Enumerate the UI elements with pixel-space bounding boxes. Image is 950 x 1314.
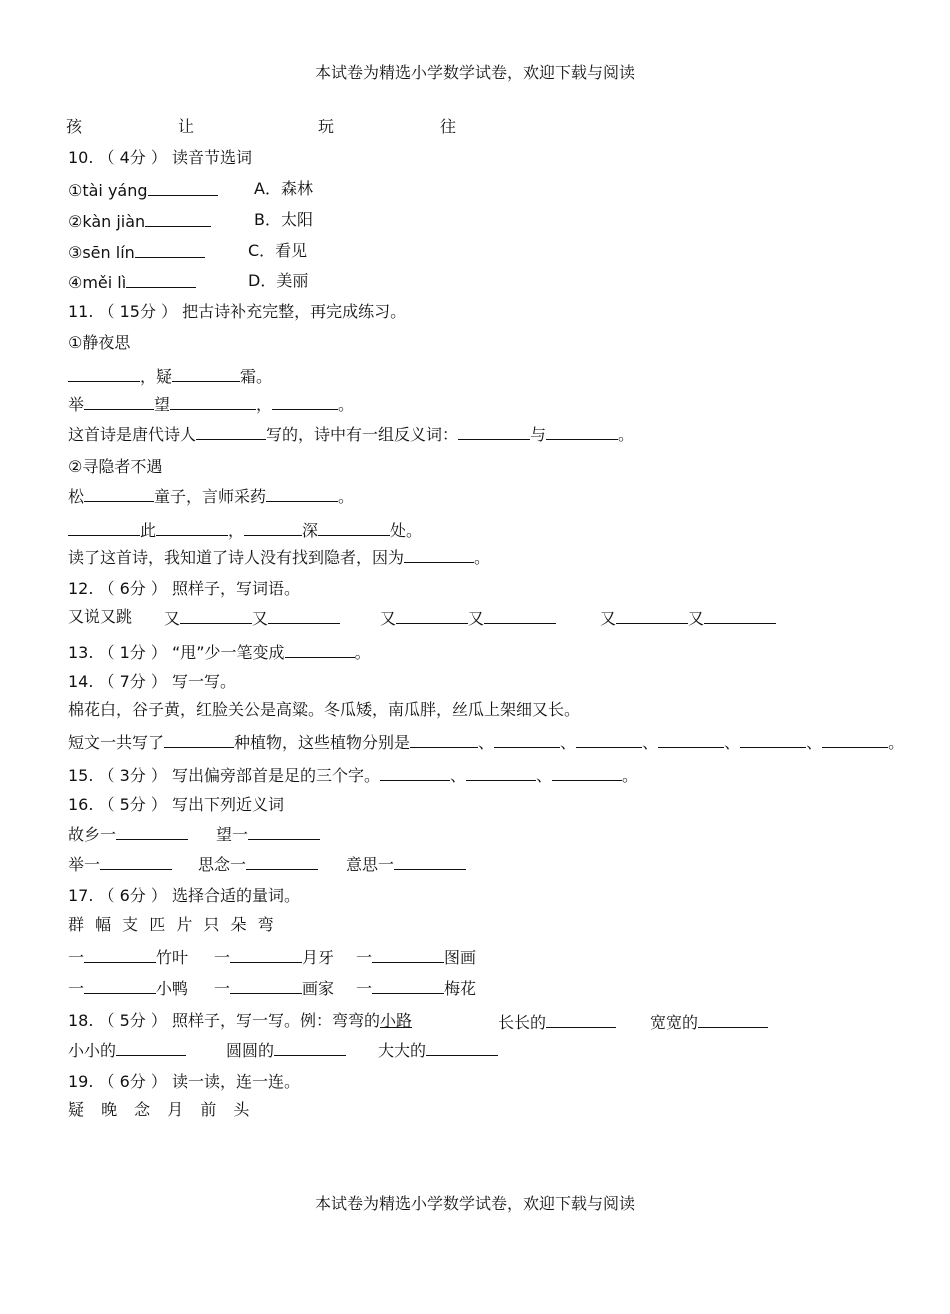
q11-text: 与 — [530, 425, 547, 444]
q11-title: 11. （ 15分 ） 把古诗补充完整，再完成练习。 — [68, 302, 407, 321]
q11-text: 深 — [302, 521, 319, 540]
q16-word: 意思一 — [346, 855, 395, 874]
q18-title: 18. （ 5分 ） 照样子，写一写。例：弯弯的 — [68, 1011, 380, 1030]
q17-item-6 — [356, 976, 476, 1000]
q10-pinyin-2: ②kàn jiàn — [68, 212, 146, 231]
q11-blank-2[interactable] — [172, 364, 240, 382]
q16-blank-5[interactable] — [394, 852, 466, 870]
q10-pinyin-4: ④měi lì — [68, 273, 127, 292]
q17-item-4 — [68, 976, 188, 1000]
q11-text: ， — [228, 521, 245, 540]
q11-blank-4[interactable] — [170, 392, 256, 410]
q16-word: 故乡一 — [68, 825, 117, 844]
q16-item-2 — [216, 822, 320, 846]
q17-blank-1[interactable] — [84, 945, 156, 963]
q12-blank-3[interactable] — [396, 606, 468, 624]
q18-blank-4[interactable] — [274, 1038, 346, 1056]
q14-blank-3[interactable] — [494, 730, 560, 748]
q18-title-line — [68, 1010, 412, 1032]
q10-blank-4[interactable] — [126, 270, 196, 288]
q16-title: 16. （ 5分 ） 写出下列近义词 — [68, 795, 284, 814]
q18-blank-5[interactable] — [426, 1038, 498, 1056]
q11-blank-9[interactable] — [84, 484, 154, 502]
q12-text: 又 — [468, 609, 485, 628]
q16-blank-1[interactable] — [116, 822, 188, 840]
q10-blank-2[interactable] — [145, 209, 211, 227]
q11-blank-15[interactable] — [404, 545, 474, 563]
q11-blank-12[interactable] — [156, 518, 228, 536]
q15-blank-3[interactable] — [552, 763, 622, 781]
q16-item-3 — [68, 852, 172, 876]
q11-text: 松 — [68, 487, 85, 506]
q10-option-c: C．看见 — [248, 241, 308, 260]
q12-blank-4[interactable] — [484, 606, 556, 624]
q14-blank-4[interactable] — [576, 730, 642, 748]
q17-text: 一 — [214, 979, 231, 998]
q11-text: 。 — [474, 548, 491, 567]
q11-blank-14[interactable] — [318, 518, 390, 536]
q15-blank-1[interactable] — [380, 763, 450, 781]
q13-line — [68, 640, 371, 664]
q11-blank-6[interactable] — [196, 422, 266, 440]
q12-group-2 — [380, 606, 556, 630]
q17-text: 竹叶 — [156, 948, 189, 967]
q14-blank-5[interactable] — [658, 730, 724, 748]
q14-blank-2[interactable] — [410, 730, 478, 748]
q12-group-3 — [600, 606, 776, 630]
q18-item-2 — [650, 1010, 768, 1034]
char-2: 让 — [178, 117, 195, 136]
q17-text: 一 — [214, 948, 231, 967]
q15-line — [68, 763, 638, 787]
q11-poem1-title: ①静夜思 — [68, 333, 131, 352]
char-1: 孩 — [66, 117, 83, 136]
q12-text: 又 — [252, 609, 269, 628]
q11-blank-11[interactable] — [68, 518, 140, 536]
q10-option-d: D．美丽 — [248, 271, 309, 290]
q17-text: 一 — [356, 948, 373, 967]
q17-word-bank: 群 幅 支 匹 片 只 朵 弯 — [68, 915, 274, 934]
q18-text: 长长的 — [498, 1013, 547, 1032]
q17-item-3 — [356, 945, 476, 969]
q12-blank-2[interactable] — [268, 606, 340, 624]
q11-text: 。 — [338, 395, 355, 414]
q12-text: 又 — [600, 609, 617, 628]
q11-blank-8[interactable] — [546, 422, 618, 440]
q14-blank-1[interactable] — [164, 730, 234, 748]
q17-text: 图画 — [444, 948, 477, 967]
q16-word: 举一 — [68, 855, 101, 874]
q17-text: 月牙 — [302, 948, 335, 967]
q13-title: 13. （ 1分 ） “甩”少一笔变成 — [68, 643, 285, 662]
q11-poem2-line2 — [68, 518, 422, 542]
q10-item-4 — [68, 270, 196, 294]
q17-blank-6[interactable] — [372, 976, 444, 994]
q17-blank-5[interactable] — [230, 976, 302, 994]
q15-sep: 、 — [449, 766, 466, 785]
q12-blank-6[interactable] — [704, 606, 776, 624]
q17-item-2 — [214, 945, 334, 969]
q17-text: 一 — [356, 979, 373, 998]
q10-pinyin-1: ①tài yáng — [68, 181, 148, 200]
q14-blank-7[interactable] — [822, 730, 888, 748]
q11-question-2 — [68, 545, 490, 569]
page-footer: 本试卷为精选小学数学试卷，欢迎下载与阅读 — [314, 1194, 635, 1213]
q14-sep: 、 — [642, 733, 659, 752]
q18-text: 大大的 — [378, 1041, 427, 1060]
q13-blank[interactable] — [285, 640, 355, 658]
q18-blank-2[interactable] — [698, 1010, 768, 1028]
q11-text: 此 — [140, 521, 157, 540]
q18-text: 小小的 — [68, 1041, 117, 1060]
q11-blank-7[interactable] — [458, 422, 530, 440]
q18-item-4 — [226, 1038, 346, 1062]
q11-text: 写的，诗中有一组反义词： — [266, 425, 459, 444]
q10-item-1 — [68, 178, 218, 202]
q17-text: 画家 — [302, 979, 335, 998]
q10-blank-3[interactable] — [135, 240, 205, 258]
q10-title: 10. （ 4分 ） 读音节选词 — [68, 148, 252, 167]
q11-blank-1[interactable] — [68, 364, 140, 382]
q17-text: 梅花 — [444, 979, 477, 998]
q11-text: 望 — [154, 395, 171, 414]
q11-text: 。 — [338, 487, 355, 506]
q12-blank-1[interactable] — [180, 606, 252, 624]
q11-text: 处。 — [390, 521, 423, 540]
q14-blank-6[interactable] — [740, 730, 806, 748]
q14-sep: 、 — [560, 733, 577, 752]
q17-blank-4[interactable] — [84, 976, 156, 994]
q11-text: 童子，言师采药 — [154, 487, 267, 506]
q12-title: 12. （ 6分 ） 照样子，写词语。 — [68, 579, 300, 598]
q11-text: 举 — [68, 395, 85, 414]
q11-poem2-title: ②寻隐者不遇 — [68, 457, 163, 476]
q18-text: 圆圆的 — [226, 1041, 275, 1060]
q17-title: 17. （ 6分 ） 选择合适的量词。 — [68, 886, 300, 905]
q19-title: 19. （ 6分 ） 读一读，连一连。 — [68, 1072, 300, 1091]
q15-sep: 、 — [536, 766, 553, 785]
q10-item-2 — [68, 209, 211, 233]
q14-title: 14. （ 7分 ） 写一写。 — [68, 672, 236, 691]
q19-words: 疑 晚 念 月 前 头 — [68, 1100, 250, 1119]
q10-pinyin-3: ③sēn lín — [68, 243, 135, 262]
q11-text: 这首诗是唐代诗人 — [68, 425, 197, 444]
q11-question-1 — [68, 422, 634, 446]
q11-blank-5[interactable] — [272, 392, 338, 410]
q11-poem1-line2 — [68, 392, 354, 416]
q18-blank-1[interactable] — [546, 1010, 616, 1028]
q18-example-word: 小路 — [379, 1011, 412, 1030]
q15-blank-2[interactable] — [466, 763, 536, 781]
q18-item-1 — [498, 1010, 616, 1034]
q11-text: 。 — [618, 425, 635, 444]
q17-item-5 — [214, 976, 334, 1000]
q16-blank-3[interactable] — [100, 852, 172, 870]
q12-blank-5[interactable] — [616, 606, 688, 624]
q11-blank-3[interactable] — [84, 392, 154, 410]
q16-blank-2[interactable] — [248, 822, 320, 840]
q16-word: 望一 — [216, 825, 249, 844]
q14-text-b: 种植物，这些植物分别是 — [234, 733, 411, 752]
q12-text: 又 — [380, 609, 397, 628]
page-header: 本试卷为精选小学数学试卷，欢迎下载与阅读 — [314, 63, 635, 82]
q10-blank-1[interactable] — [148, 178, 218, 196]
q16-item-1 — [68, 822, 188, 846]
q12-text: 又 — [164, 609, 181, 628]
q11-text: ， — [256, 395, 273, 414]
q11-blank-13[interactable] — [244, 518, 302, 536]
q18-text: 宽宽的 — [650, 1013, 699, 1032]
q18-item-3 — [68, 1038, 186, 1062]
q12-group-1 — [164, 606, 340, 630]
q10-option-a: A．森林 — [254, 179, 313, 198]
q17-blank-3[interactable] — [372, 945, 444, 963]
q17-text: 小鸭 — [156, 979, 189, 998]
q11-poem2-line1 — [68, 484, 354, 508]
q17-blank-2[interactable] — [230, 945, 302, 963]
q14-text: 棉花白，谷子黄，红脸关公是高粱。冬瓜矮，南瓜胖，丝瓜上架细又长。 — [68, 700, 581, 719]
q10-option-b: B．太阳 — [254, 210, 313, 229]
q15-end: 。 — [622, 766, 639, 785]
q16-item-4 — [198, 852, 318, 876]
q14-sep: 、 — [478, 733, 495, 752]
q14-end: 。 — [888, 733, 905, 752]
q14-text-a: 短文一共写了 — [68, 733, 165, 752]
q11-text: 读了这首诗，我知道了诗人没有找到隐者，因为 — [68, 548, 405, 567]
q14-question — [68, 730, 904, 754]
char-3: 玩 — [318, 117, 335, 136]
q14-sep: 、 — [724, 733, 741, 752]
q18-blank-3[interactable] — [116, 1038, 186, 1056]
q10-item-3 — [68, 240, 205, 264]
char-4: 往 — [440, 117, 457, 136]
q11-text: ，疑 — [140, 367, 173, 386]
q11-poem1-line1 — [68, 364, 272, 388]
q16-item-5 — [346, 852, 466, 876]
q17-text: 一 — [68, 979, 85, 998]
q11-blank-10[interactable] — [266, 484, 338, 502]
q17-item-1 — [68, 945, 188, 969]
q15-title: 15. （ 3分 ） 写出偏旁部首是足的三个字。 — [68, 766, 380, 785]
q16-word: 思念一 — [198, 855, 247, 874]
q13-text: 。 — [354, 643, 371, 662]
q17-text: 一 — [68, 948, 85, 967]
q16-blank-4[interactable] — [246, 852, 318, 870]
q12-example: 又说又跳 — [68, 607, 133, 626]
q14-sep: 、 — [806, 733, 823, 752]
q18-item-5 — [378, 1038, 498, 1062]
q12-text: 又 — [688, 609, 705, 628]
q11-text: 霜。 — [240, 367, 273, 386]
